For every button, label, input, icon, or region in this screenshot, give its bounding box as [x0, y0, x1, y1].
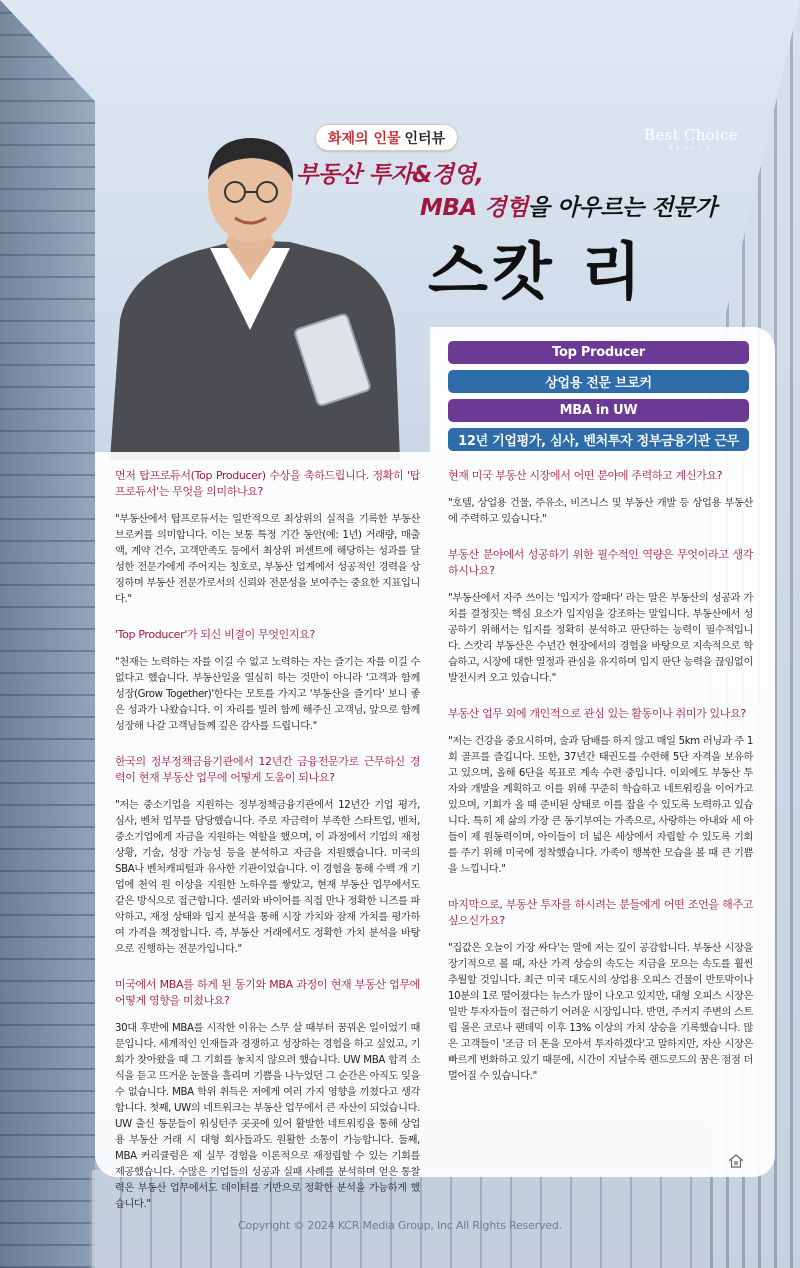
answer: "호텔, 상업용 건물, 주유소, 비즈니스 및 부동산 개발 등 상업용 부동산에 주력하고 있습니다." [448, 498, 753, 525]
background-building-left [0, 0, 95, 1268]
question: 먼저 탑프로듀서(Top Producer) 수상을 축하드립니다. 정확히 '탑프로듀서'는 무엇을 의미하나요? [115, 469, 420, 498]
question: 마지막으로, 부동산 투자를 하시려는 분들에게 어떤 조언을 해주고 싶으신가요? [448, 898, 753, 927]
answer: "저는 건강을 중요시하며, 술과 담배를 하지 않고 매일 5km 러닝과 주 1회 골프를 즐깁니다. 또한, 37년간 태권도를 수련해 5단 자격을 보유하고 있으며, 올해 6단을 목표로 계속 수련 중입니다. 이외에도 부동산 투자와 개발을 계획하고 이를 위해 꾸준히 학습하고 네트워킹을 이어가고 있으며, 기회가 올 때 준비된 상태로 이를 잡을 수 있도록 노력하고 있습니다. 특히 제 삶의 가장 큰 동기부여는 가족으로, 사랑하는 아내와 세 아들이 제 원동력이며, 아이들이 더 넓은 세상에서 자립할 수 있도록 기회를 주기 위해 미국에 정착했습니다. 가족이 행복한 모습을 볼 때 큰 기쁨을 느낍니다." [448, 736, 753, 875]
badge-commercial-broker: 상업용 전문 브로커 [448, 370, 749, 393]
logo-sub-text: REALTY [668, 145, 714, 151]
badge-top-producer: Top Producer [448, 341, 749, 364]
headline-line2-rest: 을 아우르는 전문가 [527, 195, 717, 221]
article-column-right [448, 468, 753, 1104]
equal-housing-icon [729, 1154, 743, 1168]
answer: "집값은 오늘이 가장 싸다'는 말에 저는 깊이 공감합니다. 부동산 시장을 장기적으로 볼 때, 자산 가격 상승의 속도는 지금을 모으는 속도를 훨씬 추월할 것입니다. 최근 미국 대도시의 상업용 오피스 건물이 반토막이나 10분의 1로 떨어졌다는 뉴스가 많이 나오고 있지만, 대형 오피스 시장은 일반 투자자들이 접근하기 어려운 시장입니다. 반면, 주거지 주변의 스트립 몰은 코로나 팬데믹 이후 13% 이상의 가치 상승을 기록했습니다. 많은 고객들이 '조금 더 돈을 모아서 투자하겠다'고 말하지만, 자산 시장은 빠르게 변화하고 있기 때문에, 시간이 지날수록 랜드로드의 꿈은 점점 더 멀어질 수 있습니다." [448, 943, 753, 1082]
logo-main-text: Best Choice [644, 126, 738, 144]
answer: "천재는 노력하는 자를 이길 수 없고 노력하는 자는 즐기는 자를 이길 수 없다고 했습니다. 부동산일을 열심히 하는 것만이 아니라 '고객과 함께 성장(Grow Together)'한다는 모토를 가지고 '부동산을 즐기다' 보니 좋은 성과가 나왔습니다. 이 자리를 빌려 함께 해주신 고객님, 앞으로 함께 성장해 나갈 고객님들께 깊은 감사를 드립니다." [115, 657, 420, 732]
best-choice-logo [636, 126, 746, 151]
question: 'Top Producer'가 되신 비결이 무엇인지요? [115, 628, 315, 641]
badge-career: 12년 기업평가, 심사, 벤처투자 정부금융기관 근무 [448, 428, 749, 451]
answer: "부동산에서 자주 쓰이는 '입지가 깡패다' 라는 말은 부동산의 성공과 가치를 결정짓는 핵심 요소가 입지임을 강조하는 말입니다. 부동산에서 성공하기 위해서는 입지를 정확히 분석하고 판단하는 능력이 필수적입니다. 스캇리 부동산은 수년간 현장에서의 경험을 바탕으로 지속적으로 학습하고, 시장에 대한 열정과 관심을 유지하며 입지 판단 능력을 끊임없이 발전시켜 오고 있습니다." [448, 593, 753, 684]
question: 한국의 정부정책금융기관에서 12년간 금융전문가로 근무하신 경력이 현재 부동산 업무에 어떻게 도움이 되나요? [115, 755, 420, 784]
interview-tag-rest: 인터뷰 [404, 130, 446, 147]
person-name: 스캇 리 [428, 235, 646, 308]
answer: "저는 중소기업을 지원하는 정부정책금융기관에서 12년간 기업 평가, 심사, 벤처 업무를 담당했습니다. 주로 자금력이 부족한 스타트업, 벤처, 중소기업에게 자금을 지원하는 역할을 했으며, 이 과정에서 기업의 재정상황, 기술, 성장 가능성 등을 분석하고 자금을 지원했습니다. 미국의 SBA나 벤처캐피털과 유사한 기관이었습니다. 이 경험을 통해 수백 개 기업에 천억 원 이상을 지원한 노하우를 쌓았고, 현재 부동산 업무에서도 같은 방식으로 접근합니다. 셀러와 바이어를 직접 만나 정확한 니즈를 파악하고, 재정 상태와 입지 분석을 통해 시장 가치와 잠재 가치를 평가하여 가격을 책정합니다. 즉, 부동산 거래에서도 정확한 가치 분석을 바탕으로 진행하는 전문가입니다." [115, 800, 420, 955]
headline-line2-highlight: MBA 경험 [420, 195, 528, 221]
interview-tag-highlight: 화제의 인물 [328, 130, 401, 147]
answer: "부동산에서 탑프로듀서는 일반적으로 최상위의 실적을 기록한 부동산 브로커를 의미합니다. 이는 보통 특정 기간 동안(예: 1년) 거래량, 매출액, 계약 건수, 고객만족도 등에서 최상위 퍼센트에 해당하는 성과를 달성한 전문가에게 주어지는 칭호로, 부동산 업계에서 성공적인 경력을 상징하며 부동산 전문가로서의 신뢰와 전문성을 보여주는 중요한 지표입니다." [115, 514, 420, 605]
answer: 30대 후반에 MBA를 시작한 이유는 스무 살 때부터 꿈꿔온 일이었기 때문입니다. 세계적인 인재들과 경쟁하고 성장하는 경험을 하고 싶었고, 기회가 찾아왔을 때 그 기회를 놓치지 않으려 했습니다. UW MBA 합격 소식을 듣고 뜨거운 눈물을 흘리며 기쁨을 나누었던 그 순간은 아직도 잊을 수 없습니다. MBA 학위 취득은 저에게 여러 가지 영향을 끼쳤다고 생각합니다. 첫째, UW의 네트워크는 부동산 업무에서 큰 자산이 되었습니다. UW 출신 동문들이 워싱턴주 곳곳에 있어 활발한 네트워킹을 통해 상업용 부동산 거래 시 대형 회사들과도 원활한 소통이 가능합니다. 둘째, MBA 커리큘럼은 제 실무 경험을 이론적으로 재정립할 수 있는 기회를 제공했습니다. 수많은 기업들의 성공과 실패 사례를 분석하며 얻은 통찰력은 부동산 업무에서도 데이터를 기반으로 정확한 분석을 가능하게 했습니다." [115, 1023, 420, 1210]
question: 부동산 분야에서 성공하기 위한 필수적인 역량은 무엇이라고 생각하시나요? [448, 548, 753, 577]
headline-line2 [420, 189, 716, 222]
question: 현재 미국 부동산 시장에서 어떤 분야에 주력하고 계신가요? [448, 469, 723, 482]
badge-mba: MBA in UW [448, 399, 749, 422]
headline-line1: 부동산 투자&경영, [296, 162, 484, 188]
interview-tag [315, 124, 458, 151]
copyright-footer: Copyright © 2024 KCR Media Group, Inc All Rights Reserved. [238, 1219, 562, 1232]
question: 미국에서 MBA를 하게 된 동기와 MBA 과정이 현재 부동산 업무에 어떻게 영향을 미쳤나요? [115, 978, 420, 1007]
article-column-left [115, 468, 420, 1232]
question: 부동산 업무 외에 개인적으로 관심 있는 활동이나 취미가 있나요? [448, 707, 746, 720]
